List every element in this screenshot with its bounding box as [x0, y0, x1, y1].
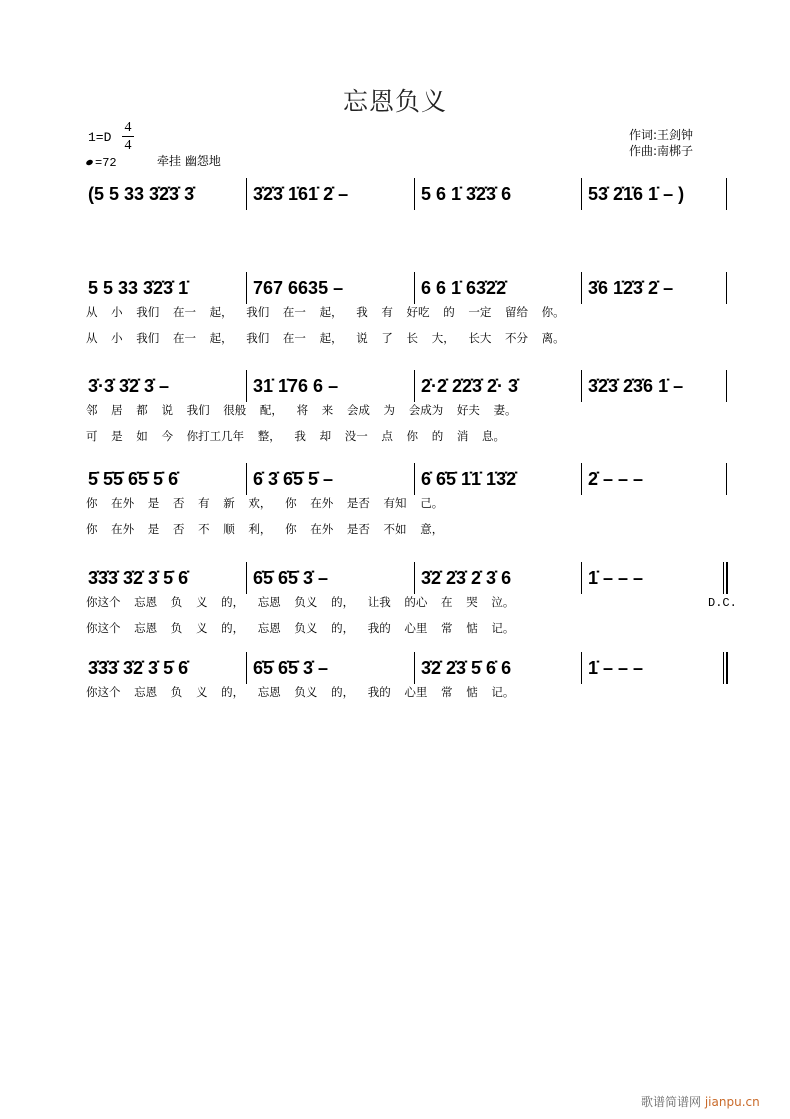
barline	[414, 463, 415, 495]
lyricist: 作词:王剑钟	[629, 128, 694, 142]
measure-notes: 3̇2̇ 2̇3̇ 2̇ 3̇ 6	[421, 568, 512, 588]
measure-notes: 3̇3̇3̇ 3̇2̇ 3̇ 5̇ 6̇	[88, 568, 189, 588]
barline	[246, 272, 247, 304]
time-signature	[122, 120, 134, 153]
time-sig-divider	[122, 136, 134, 137]
barline	[723, 652, 728, 684]
barline	[581, 178, 582, 210]
composer: 作曲:南梆子	[629, 144, 694, 158]
time-sig-bottom: 4	[124, 138, 132, 153]
measure-notes: 53̇ 2̇1̇6 1̇ – )	[588, 184, 685, 204]
lyric-verse-2: 可 是 如 今 你打工几年 整， 我 却 没一 点 你 的 消 息。	[86, 429, 506, 443]
barline	[414, 370, 415, 402]
da-capo-marking: D.C.	[708, 596, 737, 610]
tempo-marking	[86, 156, 117, 170]
barline	[726, 272, 727, 304]
barline	[246, 562, 247, 594]
barline	[581, 463, 582, 495]
measure-notes: (5 5 33 3̇2̇3̇ 3̇	[88, 184, 195, 204]
measure-notes: 6̇5̇ 6̇5̇ 3̇ –	[253, 568, 329, 588]
expression-marking: 牵挂 幽怨地	[157, 154, 221, 168]
measure-notes: 3̇2̇ 2̇3̇ 5̇ 6̇ 6	[421, 658, 512, 678]
measure-notes: 3̇3̇3̇ 3̇2̇ 3̇ 5̇ 6̇	[88, 658, 189, 678]
lyric-verse-1: 你这个 忘恩 负 义 的， 忘恩 负义 的， 我的 心里 常 惦 记。	[86, 685, 515, 699]
barline	[723, 562, 728, 594]
barline	[246, 178, 247, 210]
measure-notes: 2̇ – – –	[588, 469, 644, 489]
measure-notes: 1̇ – – –	[588, 658, 644, 678]
lyric-verse-2: 你 在外 是 否 不 顺 利， 你 在外 是否 不如 意，	[86, 522, 444, 536]
measure-notes: 3̇2̇3̇ 1̇61̇ 2̇ –	[253, 184, 349, 204]
watermark-en: jianpu.cn	[704, 1095, 760, 1109]
quarter-note-icon	[85, 159, 93, 166]
time-sig-top: 4	[124, 120, 132, 135]
measure-notes: 6̇5̇ 6̇5̇ 3̇ –	[253, 658, 329, 678]
lyric-verse-1: 从 小 我们 在一 起， 我们 在一 起， 我 有 好吃 的 一定 留给 你。	[86, 305, 565, 319]
barline	[414, 272, 415, 304]
barline	[581, 562, 582, 594]
credits	[629, 127, 693, 159]
key-signature: 1=D	[88, 130, 112, 145]
barline	[246, 652, 247, 684]
barline	[414, 652, 415, 684]
barline	[246, 370, 247, 402]
barline	[726, 463, 727, 495]
barline	[581, 652, 582, 684]
watermark-cn: 歌谱简谱网	[641, 1095, 702, 1109]
barline	[414, 178, 415, 210]
measure-notes: 3̇·3̇ 3̇2̇ 3̇ –	[88, 376, 170, 396]
barline	[246, 463, 247, 495]
measure-notes: 3̇2̇3̇ 2̇3̇6 1̇ –	[588, 376, 684, 396]
measure-notes: 767 6635 –	[253, 278, 344, 298]
barline	[726, 178, 727, 210]
measure-notes: 6 6 1̇ 63̇2̇2̇	[421, 278, 507, 298]
lyric-verse-1: 你这个 忘恩 负 义 的， 忘恩 负义 的， 让我 的心 在 哭 泣。	[86, 595, 515, 609]
measure-notes: 5̇ 5̇5̇ 6̇5̇ 5̇ 6̇	[88, 469, 179, 489]
measure-notes: 3̇6 1̇2̇3̇ 2̇ –	[588, 278, 674, 298]
lyric-verse-1: 邻 居 都 说 我们 很般 配， 将 来 会成 为 会成为 好夫 妻。	[86, 403, 517, 417]
measure-notes: 6̇ 6̇5̇ 1̇1̇ 1̇3̇2̇	[421, 469, 517, 489]
barline	[726, 370, 727, 402]
measure-notes: 5 6 1̇ 3̇2̇3̇ 6	[421, 184, 512, 204]
lyric-verse-2: 从 小 我们 在一 起， 我们 在一 起， 说 了 长 大， 长大 不分 离。	[86, 331, 565, 345]
barline	[414, 562, 415, 594]
measure-notes: 1̇ – – –	[588, 568, 644, 588]
measure-notes: 2̇·2̇ 2̇2̇3̇ 2̇· 3̇	[421, 376, 519, 396]
measure-notes: 31̇ 1̇76 6 –	[253, 376, 339, 396]
tempo-value: =72	[95, 156, 117, 170]
song-title: 忘恩负义	[342, 87, 447, 116]
lyric-verse-1: 你 在外 是 否 有 新 欢， 你 在外 是否 有知 己。	[86, 496, 444, 510]
lyric-verse-2: 你这个 忘恩 负 义 的， 忘恩 负义 的， 我的 心里 常 惦 记。	[86, 621, 515, 635]
watermark	[641, 1093, 760, 1110]
barline	[581, 272, 582, 304]
measure-notes: 6̇ 3̇ 6̇5̇ 5̇ –	[253, 469, 334, 489]
barline	[581, 370, 582, 402]
measure-notes: 5 5 33 3̇2̇3̇ 1̇	[88, 278, 189, 298]
